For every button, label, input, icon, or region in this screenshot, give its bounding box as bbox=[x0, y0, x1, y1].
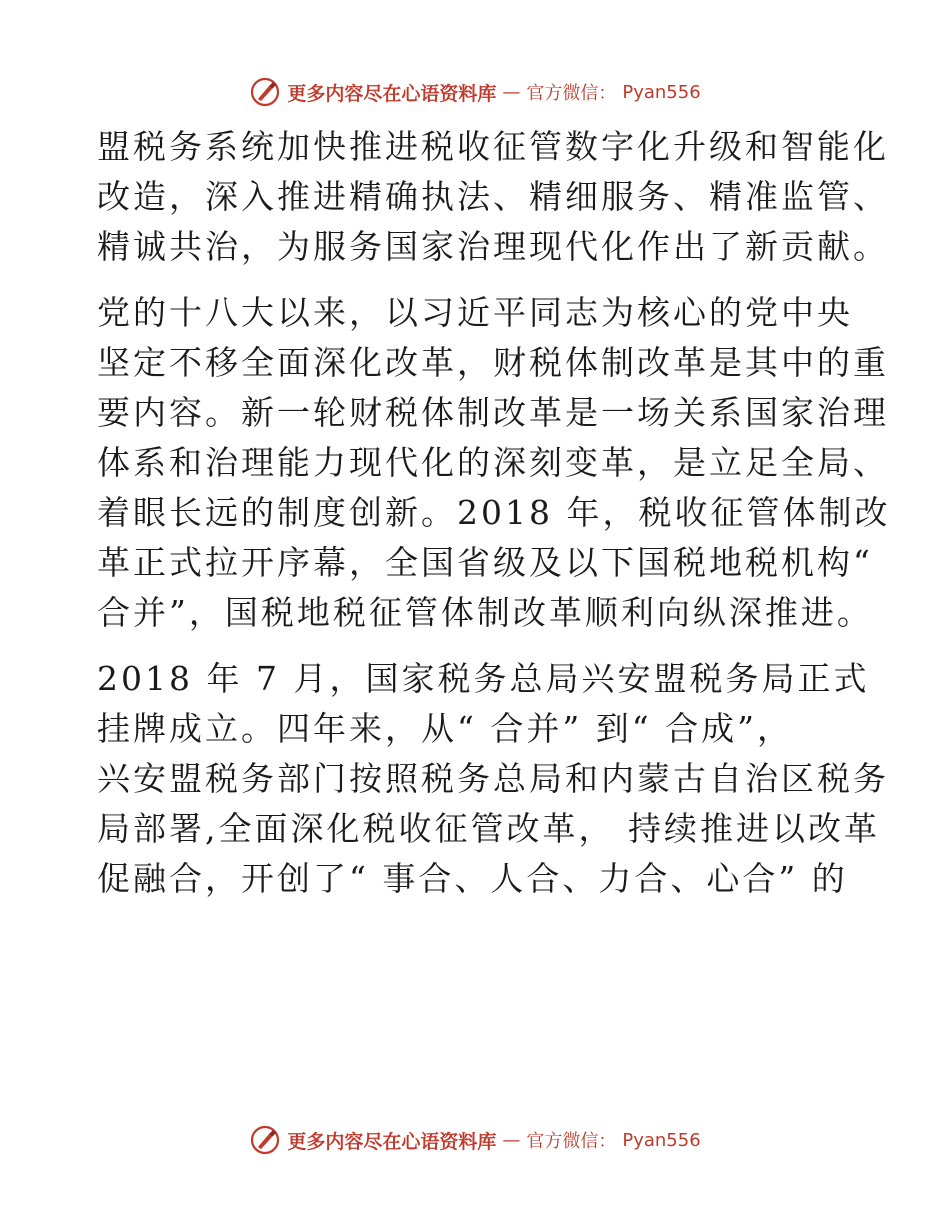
text-line: 坚定不移全面深化改革，财税体制改革是其中的重 bbox=[97, 343, 889, 382]
text-line: 着眼长远的制度创新。2018 年，税收征管体制改 bbox=[97, 493, 891, 532]
page-header bbox=[0, 72, 950, 112]
paragraph-2 bbox=[97, 288, 891, 638]
footer-official-label: 官方微信： bbox=[526, 1131, 617, 1152]
text-line: 党的十八大以来，以习近平同志为核心的党中央 bbox=[97, 293, 853, 332]
text-line: 局部署,全面深化税收征管改革， 持续推进以改革 bbox=[97, 809, 880, 848]
text-line: 合并”，国税地税征管体制改革顺利向纵深推进。 bbox=[97, 593, 873, 632]
text-line: 2018 年 7 月，国家税务总局兴安盟税务局正式 bbox=[97, 659, 870, 698]
header-brand: 更多内容尽在心语资料库 bbox=[287, 82, 497, 105]
document-body bbox=[97, 122, 891, 920]
header-banner bbox=[249, 76, 700, 108]
footer-brand: 更多内容尽在心语资料库 bbox=[287, 1130, 497, 1153]
text-line: 精诚共治，为服务国家治理现代化作出了新贡献。 bbox=[97, 227, 889, 266]
paragraph-3 bbox=[97, 654, 889, 904]
pen-logo-icon bbox=[249, 1124, 281, 1156]
text-line: 促融合，开创了“ 事合、人合、力合、心合” 的 bbox=[97, 859, 848, 898]
pen-logo-icon bbox=[249, 76, 281, 108]
header-official-label: 官方微信： bbox=[526, 83, 617, 104]
header-separator: — bbox=[502, 81, 521, 103]
footer-banner bbox=[249, 1124, 700, 1156]
text-line: 盟税务系统加快推进税收征管数字化升级和智能化 bbox=[97, 127, 889, 166]
text-line: 革正式拉开序幕，全国省级及以下国税地税机构“ bbox=[97, 543, 873, 582]
text-line: 体系和治理能力现代化的深刻变革，是立足全局、 bbox=[97, 443, 889, 482]
paragraph-1 bbox=[97, 122, 889, 272]
header-wechat-id: Pyan556 bbox=[622, 81, 701, 103]
text-line: 挂牌成立。四年来，从“ 合并” 到“ 合成”， bbox=[97, 709, 793, 748]
page-footer bbox=[0, 1120, 950, 1160]
footer-separator: — bbox=[502, 1129, 521, 1151]
text-line: 兴安盟税务部门按照税务总局和内蒙古自治区税务 bbox=[97, 759, 889, 798]
footer-wechat-id: Pyan556 bbox=[622, 1129, 701, 1151]
text-line: 改造，深入推进精确执法、精细服务、精准监管、 bbox=[97, 177, 889, 216]
text-line: 要内容。新一轮财税体制改革是一场关系国家治理 bbox=[97, 393, 889, 432]
